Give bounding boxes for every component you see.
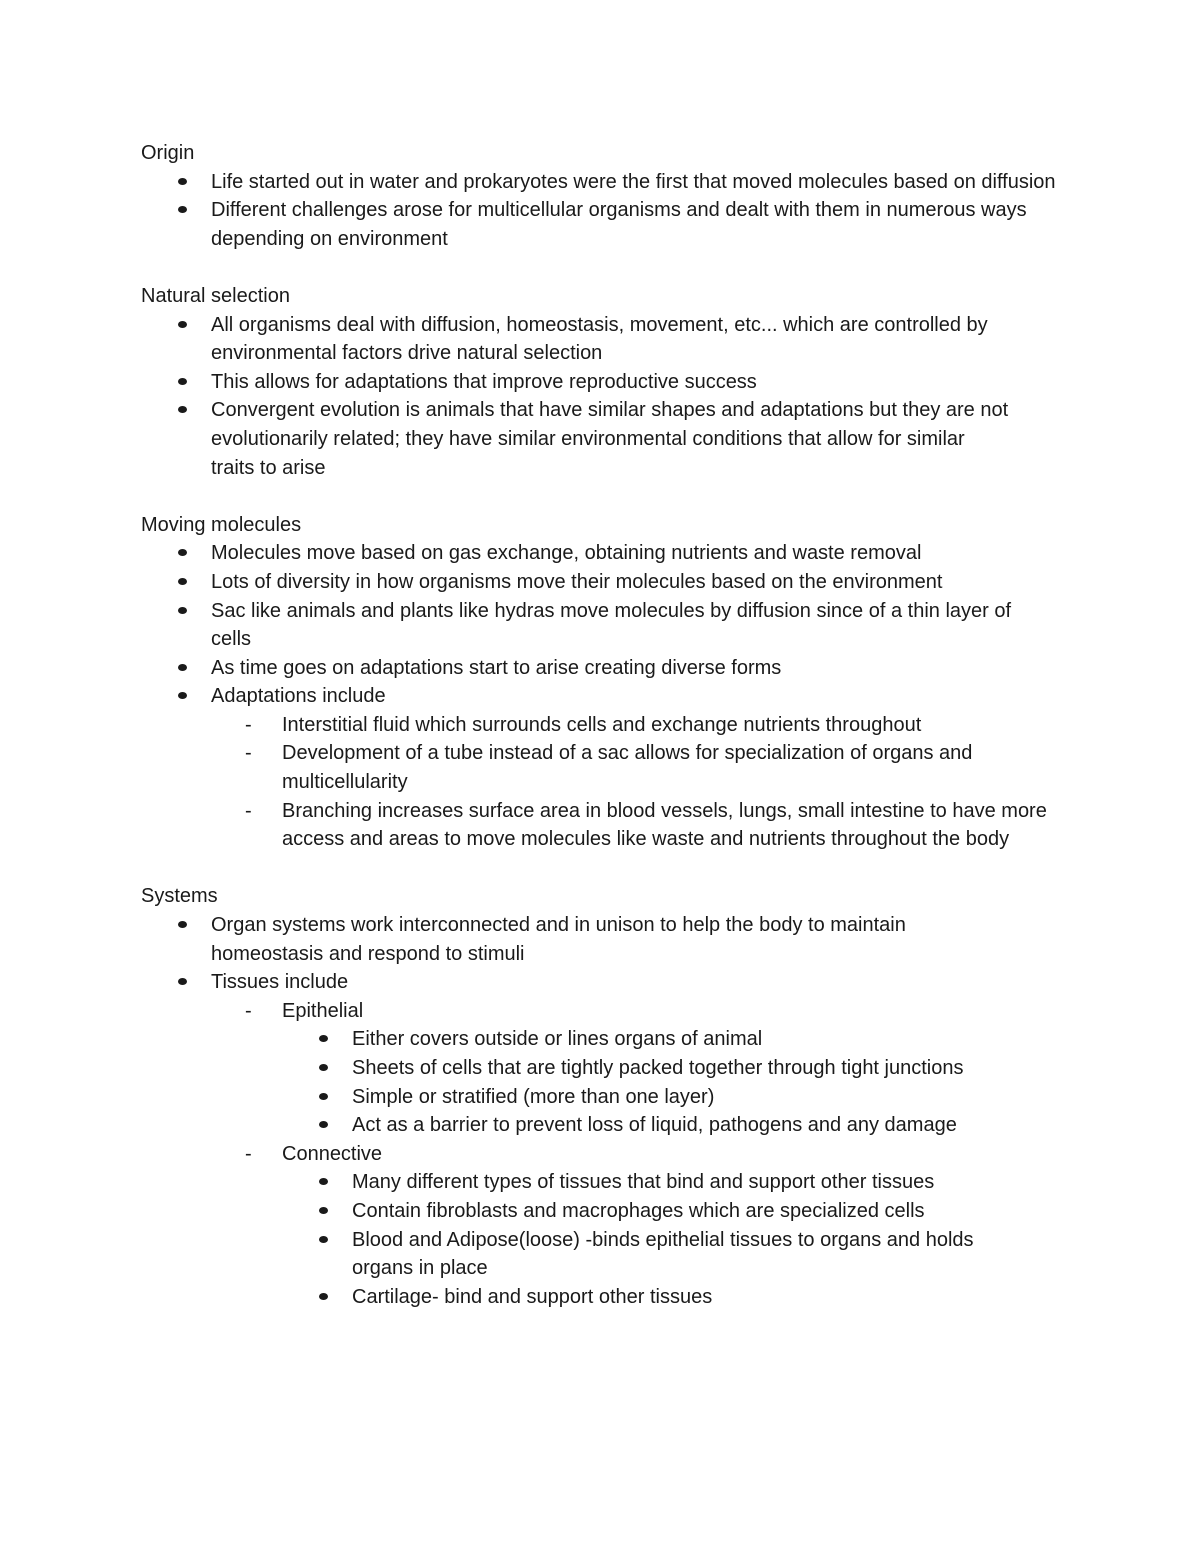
list-item: Many different types of tissues that bind and support other tissues [352, 1168, 1081, 1197]
bullet-list [141, 539, 1081, 854]
list-item: Act as a barrier to prevent loss of liquid, pathogens and any damage [352, 1111, 1081, 1140]
section-systems [141, 882, 1081, 1311]
list-item: Lots of diversity in how organisms move their molecules based on the environment [211, 568, 1081, 597]
list-item: - Development of a tube instead of a sac allows for specialization of organs and multicellularity [282, 739, 1081, 796]
section-moving-molecules [141, 511, 1081, 854]
list-item: Adaptations include - Interstitial fluid which surrounds cells and exchange nutrients throughout - Development of a tube instead of a sac allows for specialization of organs and multicellularity - Branching increases surface area in blood vessels, lungs, small intestine to have more access and areas to move molecules like waste and nutrients throughout the body [211, 682, 1081, 854]
list-item: Sac like animals and plants like hydras move molecules by diffusion since of a thin layer of cells [211, 597, 1081, 654]
list-item: Molecules move based on gas exchange, obtaining nutrients and waste removal [211, 539, 1081, 568]
dash-list [211, 997, 1081, 1312]
list-item: This allows for adaptations that improve reproductive success [211, 368, 1081, 397]
list-item: Convergent evolution is animals that have similar shapes and adaptations but they are not evolutionarily related; they have similar environmental conditions that allow for similar traits to arise [211, 396, 1081, 482]
section-heading: Natural selection [141, 284, 290, 307]
bullet-list [282, 1025, 1081, 1139]
list-item: Simple or stratified (more than one layer) [352, 1083, 1081, 1112]
list-item: Contain fibroblasts and macrophages which are specialized cells [352, 1197, 1081, 1226]
list-item: - Branching increases surface area in blood vessels, lungs, small intestine to have more access and areas to move molecules like waste and nutrients throughout the body [282, 797, 1081, 854]
list-item: - Connective Many different types of tissues that bind and support other tissues Contain fibroblasts and macrophages which are specialized cells Blood and Adipose(loose) -binds epithelial tissues to organs and holds organs in place Cartilage- bind and support other tissues [282, 1140, 1081, 1312]
bullet-list [282, 1168, 1081, 1311]
bullet-list [141, 911, 1081, 1311]
list-item: Sheets of cells that are tightly packed together through tight junctions [352, 1054, 1081, 1083]
list-item: - Interstitial fluid which surrounds cells and exchange nutrients throughout [282, 711, 1081, 740]
section-natural-selection [141, 282, 1081, 482]
dash-list [211, 711, 1081, 854]
list-item: Organ systems work interconnected and in unison to help the body to maintain homeostasis and respond to stimuli [211, 911, 1081, 968]
list-item: Cartilage- bind and support other tissues [352, 1283, 1081, 1312]
list-item: Life started out in water and prokaryotes were the first that moved molecules based on diffusion [211, 168, 1081, 197]
bullet-list [141, 168, 1081, 254]
section-heading: Origin [141, 142, 195, 164]
list-item: As time goes on adaptations start to arise creating diverse forms [211, 654, 1081, 683]
list-item: - Epithelial Either covers outside or lines organs of animal Sheets of cells that are tightly packed together through tight junctions Simple or stratified (more than one layer) Act as a barrier to prevent loss of liquid, pathogens and any damage [282, 997, 1081, 1140]
list-item: Different challenges arose for multicellular organisms and dealt with them in numerous ways depending on environment [211, 196, 1081, 253]
bullet-list [141, 311, 1081, 483]
list-item: Blood and Adipose(loose) -binds epithelial tissues to organs and holds organs in place [352, 1226, 1081, 1283]
section-heading: Moving molecules [141, 513, 302, 536]
list-item: Tissues include - Epithelial Either covers outside or lines organs of animal Sheets of cells that are tightly packed together through tight junctions Simple or stratified (more than one layer) Act as a barrier to prevent loss of liquid, pathogens and any damage - Connective Many different types of tissues that bind and support other tissues Contain fibroblasts and macrophages which are specialized cells Blood and Adipose(loose) -binds epithelial tissues to organs and holds organs in place Cartilage- bind and support other tissues [211, 968, 1081, 1311]
section-origin [141, 139, 1081, 253]
document-body [141, 139, 1081, 1311]
list-item: Either covers outside or lines organs of animal [352, 1025, 1081, 1054]
list-item: All organisms deal with diffusion, homeostasis, movement, etc... which are controlled by environmental factors drive natural selection [211, 311, 1081, 368]
section-heading: Systems [141, 885, 218, 908]
